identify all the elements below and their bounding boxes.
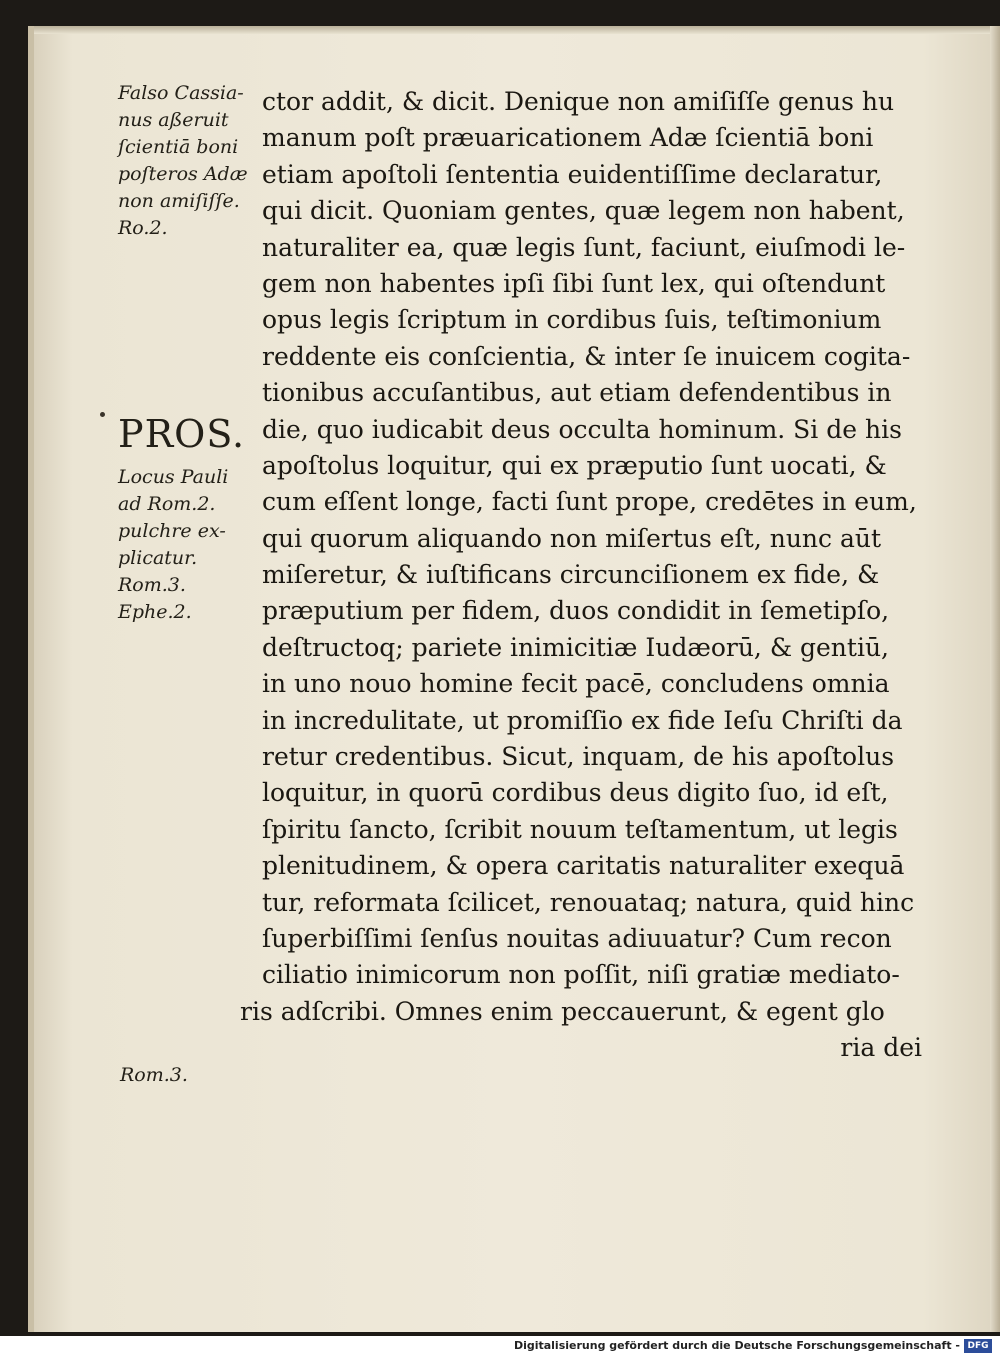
text-line: cum eſſent longe, facti ſunt prope, credētes in eum, bbox=[262, 487, 917, 517]
margin-heading-pros: PROS. bbox=[118, 412, 246, 456]
dfg-logo: DFG bbox=[964, 1339, 992, 1353]
text-line: ſuperbiſſimi ſenſus nouitas adiuuatur? Cum recon bbox=[262, 923, 892, 953]
text-line: naturaliter ea, quæ legis ſunt, faciunt, eiuſmodi le- bbox=[262, 232, 906, 262]
text-line: opus legis ſcriptum in cordibus ſuis, teſtimonium bbox=[262, 305, 882, 335]
text-line: gem non habentes ipſi ſibi ſunt lex, qui oſtendunt bbox=[262, 268, 886, 298]
text-line: apoſtolus loquitur, qui ex præputio ſunt uocati, & bbox=[262, 450, 887, 480]
text-line: plenitudinem, & opera caritatis naturaliter exequā bbox=[262, 851, 905, 881]
text-line: retur credentibus. Sicut, inquam, de his apoſtolus bbox=[262, 742, 895, 772]
page-top-edge bbox=[34, 26, 1000, 34]
margin-note-rom3: Rom.3. bbox=[120, 1064, 188, 1086]
text-line: reddente eis conſcientia, & inter ſe inuicem cogita- bbox=[262, 341, 911, 371]
text-line: loquitur, in quorū cordibus deus digito ſuo, id eſt, bbox=[262, 778, 889, 808]
catchword: ria dei bbox=[840, 1033, 922, 1063]
text-line: ciliatio inimicorum non poſſit, niſi gratiæ mediato- bbox=[262, 960, 900, 990]
text-line: ctor addit, & dicit. Denique non amiſiſſe genus hu bbox=[262, 87, 895, 116]
margin-bullet-mark bbox=[100, 412, 105, 417]
text-line: deſtructoq; pariete inimicitiæ Iudæorū, & gentiū, bbox=[262, 632, 890, 662]
text-line: tionibus accuſantibus, aut etiam defendentibus in bbox=[262, 378, 892, 408]
margin-note-cassianus: Falso Cassia- nus aßeruit ſcientiā boni poſteros Adæ non amiſiſſe. Ro.2. bbox=[118, 82, 248, 239]
main-text-column bbox=[240, 84, 942, 1067]
text-line: in incredulitate, ut promiſſio ex fide Ieſu Chriſti da bbox=[262, 705, 903, 735]
text-line: manum poſt præuaricationem Adæ ſcientiā boni bbox=[262, 123, 874, 153]
text-line: ris adſcribi. Omnes enim peccauerunt, & egent glo bbox=[240, 996, 885, 1026]
digitization-footer bbox=[0, 1336, 1000, 1358]
text-line: in uno nouo homine fecit pacē, concludens omnia bbox=[262, 669, 890, 699]
page-right-edge bbox=[990, 26, 1000, 1332]
margin-note-locus-pauli: Locus Pauli ad Rom.2. pulchre ex- plicatur. Rom.3. Ephe.2. bbox=[118, 466, 229, 623]
text-line: qui quorum aliquando non miſertus eſt, nunc aūt bbox=[262, 523, 882, 553]
text-line: ſpiritu ſancto, ſcribit nouum teſtamentum, ut legis bbox=[262, 814, 898, 844]
text-line: præputium per fidem, duos condidit in ſemetipſo, bbox=[262, 596, 890, 626]
text-line: miſeretur, & iuſtificans circunciſionem ex fide, & bbox=[262, 560, 880, 590]
funding-credit: Digitalisierung gefördert durch die Deutsche Forschungsgemeinschaft - bbox=[513, 1339, 960, 1352]
text-line: etiam apoſtoli ſententia euidentiſſime declaratur, bbox=[262, 159, 883, 189]
text-line: die, quo iudicabit deus occulta hominum. Si de his bbox=[262, 414, 902, 444]
text-line: qui dicit. Quoniam gentes, quæ legem non habent, bbox=[262, 196, 905, 226]
text-line: tur, reformata ſcilicet, renouataq; natura, quid hinc bbox=[262, 887, 915, 917]
